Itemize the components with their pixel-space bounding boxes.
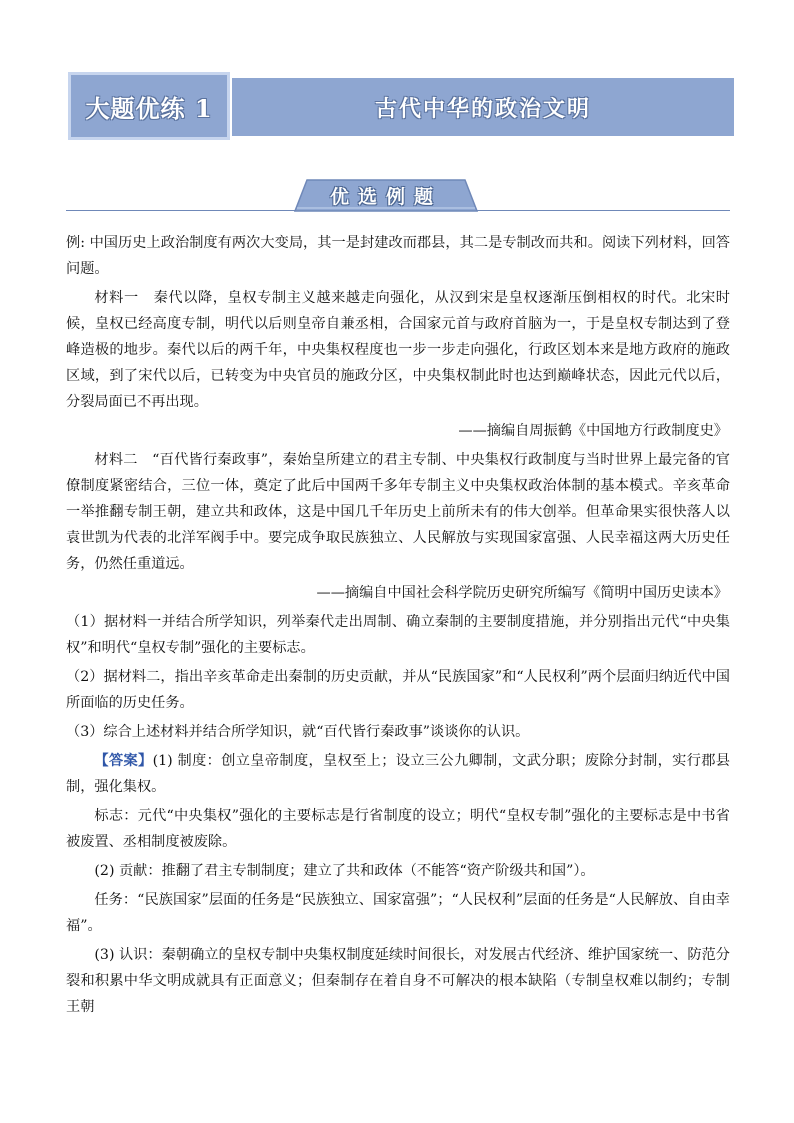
- material-1-source: ——摘编自周振鹤《中国地方行政制度史》: [458, 423, 728, 439]
- intro-paragraph: 例: 中国历史上政治制度有两次大变局，其一是封建改而郡县，其二是专制改而共和。阅读下列材料，回答问题。: [66, 235, 730, 277]
- banner-series-box: [68, 72, 230, 140]
- material-2-source: ——摘编自中国社会科学院历史研究所编写《简明中国历史读本》: [316, 585, 728, 601]
- banner-title-box: [232, 78, 734, 136]
- answer-1-paragraph: [66, 748, 730, 800]
- material-2-paragraph: 材料二 “百代皆行秦政事”，秦始皇所建立的君主专制、中央集权行政制度与当时世界上最完备的官僚制度紧密结合，三位一体，奠定了此后中国两千多年专制主义中央集权政治体制的基本模式。辛亥革命一举推翻专制王朝，建立共和政体，这是中国几千年历史上前所未有的伟大创举。但革命果实很快落人以袁世凯为代表的北洋军阀手中。要完成争取民族独立、人民解放与实现国家富强、人民幸福这两大历史任务，仍然任重道远。: [66, 452, 730, 572]
- question-1: （1）据材料一并结合所学知识，列举秦代走出周制、确立秦制的主要制度措施，并分别指出元代“中央集权”和明代“皇权专制”强化的主要标志。: [66, 614, 730, 656]
- material-1-paragraph: 材料一 秦代以降，皇权专制主义越来越走向强化，从汉到宋是皇权逐渐压倒相权的时代。北宋时候，皇权已经高度专制，明代以后则皇帝自兼丞相，合国家元首与政府首脑为一，于是皇权专制达到了登峰造极的地步。秦代以后的两千年，中央集权程度也一步一步走向强化，行政区划本来是地方政府的施政区域，到了宋代以后，已转变为中央官员的施政分区，中央集权制此时也达到巅峰状态，因此元代以后，分裂局面已不再出现。: [66, 290, 730, 410]
- answer-3-paragraph: (3) 认识：秦朝确立的皇权专制中央集权制度延续时间很长，对发展古代经济、维护国家统一、防范分裂和积累中华文明成就具有正面意义；但秦制存在着自身不可解决的根本缺陷（专制皇权难以制约；专制王朝: [66, 947, 730, 1015]
- answer-1-text: (1) 制度：创立皇帝制度，皇权至上；设立三公九卿制，文武分职；废除分封制，实行郡县制，强化集权。: [66, 753, 730, 795]
- question-3: （3）综合上述材料并结合所学知识，就“百代皆行秦政事”谈谈你的认识。: [66, 724, 530, 740]
- answer-2-paragraph: (2) 贡献：推翻了君主专制制度；建立了共和政体（不能答“资产阶级共和国”）。: [94, 863, 595, 879]
- section-badge: [293, 178, 479, 212]
- header-banner: [68, 72, 734, 140]
- page-title: 古代中华的政治文明: [374, 95, 591, 122]
- answer-label: 【答案】: [94, 753, 153, 769]
- banner-series-label: 大题优练 1: [85, 93, 213, 123]
- section-badge-label: 优选例题: [329, 185, 442, 208]
- question-2: （2）据材料二，指出辛亥革命走出秦制的历史贡献，并从“民族国家”和“人民权利”两个层面归纳近代中国所面临的历史任务。: [66, 669, 730, 711]
- answer-1-mark: 标志：元代“中央集权”强化的主要标志是行省制度的设立；明代“皇权专制”强化的主要标志是中书省被废置、丞相制度被废除。: [66, 808, 730, 850]
- document-body: [66, 230, 730, 1023]
- answer-2-task: 任务：“民族国家”层面的任务是“民族独立、国家富强”；“人民权利”层面的任务是“人民解放、自由幸福”。: [66, 892, 730, 934]
